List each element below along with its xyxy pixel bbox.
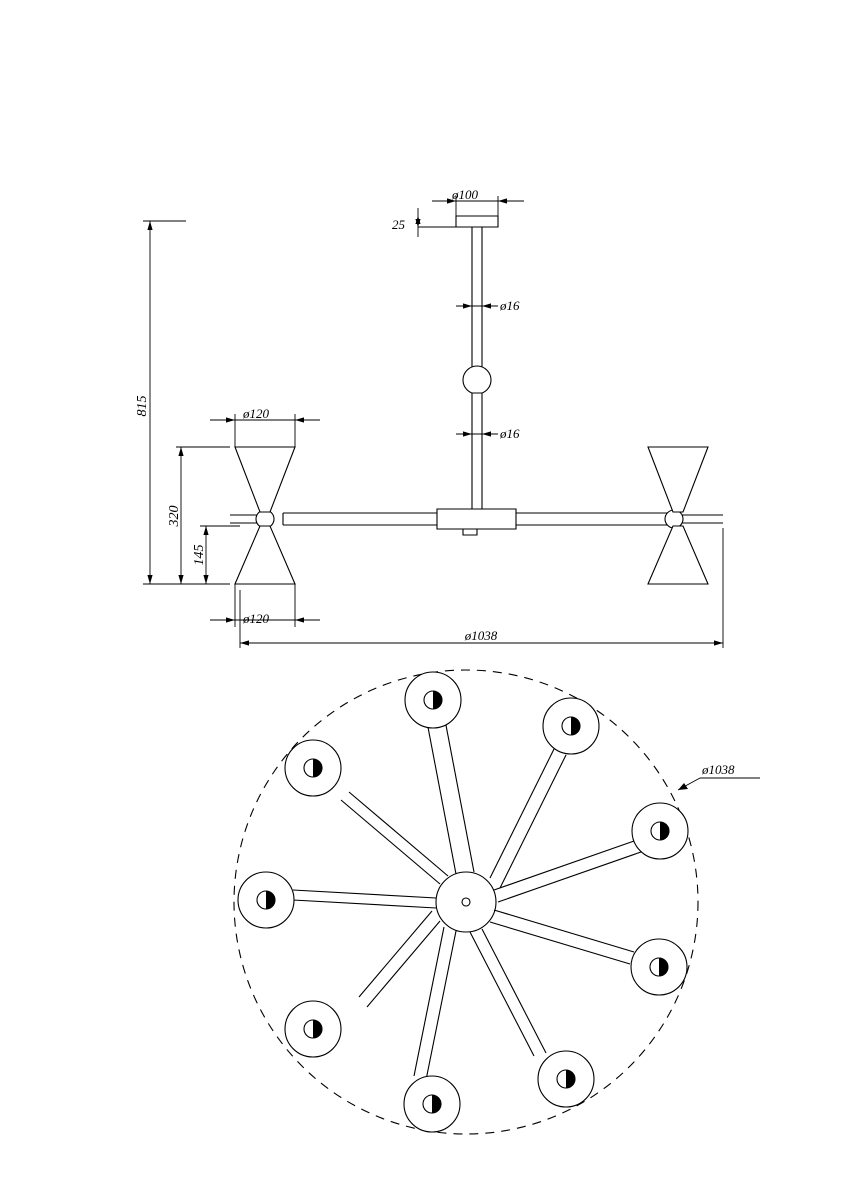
plan-arm [405,672,474,874]
central-hub [437,509,516,529]
label-shade-lower-height: 145 [192,544,207,566]
canopy-plate [456,216,498,227]
sphere-joint [463,366,491,394]
label-total-height: 815 [135,395,150,417]
plan-arm-edge [494,910,634,952]
plan-arm-edge [490,922,630,964]
dim-320-arrow-top [178,447,183,456]
label-overall-diameter: ø1038 [464,628,498,643]
plan-arm [494,803,688,902]
label-shade-top-diameter: ø120 [243,406,269,421]
upper-rod [472,227,482,367]
left-shade-upper [235,447,295,512]
plan-arm-edge [482,929,546,1053]
plan-arm [490,910,687,995]
plan-arm-edge [367,921,440,1007]
plan-arm-edge [293,900,436,908]
right-socket-ball [665,510,683,528]
dim-815-arrow-bottom [147,575,152,584]
dim-rod16l-arrow-left [463,431,472,436]
plan-arm-edge [293,890,436,898]
dim-rod16u-arrow-left [463,303,472,308]
plan-arm [238,872,436,928]
plan-arm-edge [445,720,474,872]
right-shade-upper [648,447,708,512]
plan-view [234,670,760,1134]
label-canopy-diameter: ø100 [452,187,478,202]
dim-145-arrow-top [203,526,208,535]
plan-arm-edge [359,911,432,997]
dim-120b-arrow-right [295,617,304,622]
plan-arm [470,929,594,1107]
plan-arm-edge [341,800,440,884]
plan-arm-edge [494,840,637,890]
dim-1038-arrow-left [240,640,249,645]
dim-rod16l-arrow-right [482,431,491,436]
dim-815-arrow-top [147,221,152,230]
label-shade-bottom-diameter: ø120 [243,611,269,626]
label-canopy-height: 25 [392,217,405,232]
dim-canopy-arrow-right [498,198,507,203]
plan-leader-arrow [678,783,688,790]
dim-145-arrow-bottom [203,575,208,584]
plan-arm-edge [426,931,456,1080]
lower-rod [472,393,482,510]
label-rod-upper-diameter: ø16 [500,298,520,313]
plan-dimension-leader [678,778,760,790]
hub-bottom-nub [463,529,477,535]
left-shade-lower [235,526,295,584]
plan-arm-edge [349,792,448,876]
plan-arm-edge [470,932,534,1056]
label-plan-outer-diameter: ø1038 [702,762,735,777]
right-shade-lower [648,526,708,584]
plan-arm [285,740,448,884]
label-shade-height: 320 [167,505,182,527]
left-socket-ball [256,510,274,528]
plan-arm [404,927,460,1132]
dim-120t-arrow-left [226,417,235,422]
dim-320-arrow-bottom [178,575,183,584]
dim-120t-arrow-right [295,417,304,422]
dim-1038-arrow-right [714,640,723,645]
label-rod-lower-diameter: ø16 [500,426,520,441]
plan-arm-edge [498,852,641,902]
plan-arm-edge [414,927,444,1076]
plan-arm-edge [427,722,456,874]
dim-rod16u-arrow-right [482,303,491,308]
plan-hub-center-dot [462,898,470,906]
elevation-dimensions [143,196,723,648]
dim-120b-arrow-left [226,617,235,622]
elevation-view [230,216,723,584]
plan-arm-edge [490,745,556,878]
plan-arm [285,911,440,1057]
